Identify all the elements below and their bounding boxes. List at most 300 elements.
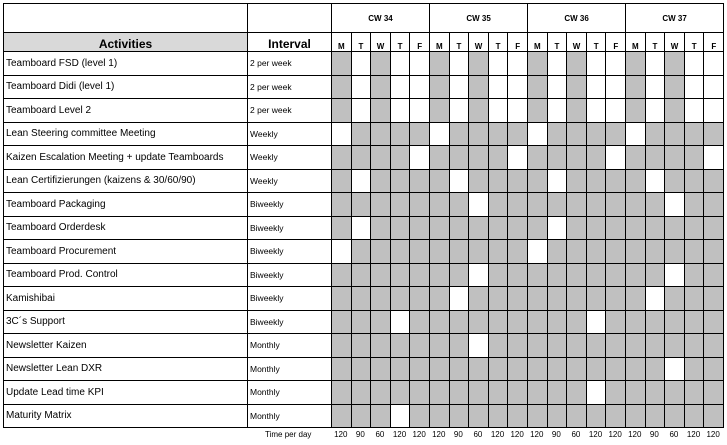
unscheduled-cell [665,310,685,334]
unscheduled-cell [547,287,567,311]
table-row [4,263,724,287]
activity-interval: Biweekly [248,287,332,311]
unscheduled-cell [430,357,450,381]
unscheduled-cell [371,122,391,146]
activity-name: Teamboard Prod. Control [4,263,248,287]
unscheduled-cell [645,122,665,146]
unscheduled-cell [586,169,606,193]
unscheduled-cell [684,287,704,311]
unscheduled-cell [586,404,606,428]
unscheduled-cell [567,99,587,123]
scheduled-cell [508,52,528,76]
unscheduled-cell [430,146,450,170]
unscheduled-cell [488,263,508,287]
unscheduled-cell [449,357,469,381]
scheduled-cell [351,216,371,240]
table-row [4,75,724,99]
unscheduled-cell [704,404,724,428]
week-header-cw36: CW 36 [528,4,626,33]
unscheduled-cell [469,122,489,146]
activity-name: Kaizen Escalation Meeting + update Teamboards [4,146,248,170]
scheduled-cell [547,75,567,99]
unscheduled-cell [508,122,528,146]
activity-interval: Biweekly [248,310,332,334]
unscheduled-cell [430,193,450,217]
unscheduled-cell [704,381,724,405]
unscheduled-cell [626,75,646,99]
unscheduled-cell [430,404,450,428]
unscheduled-cell [606,193,626,217]
unscheduled-cell [528,404,548,428]
unscheduled-cell [488,146,508,170]
unscheduled-cell [567,193,587,217]
unscheduled-cell [469,404,489,428]
unscheduled-cell [606,122,626,146]
table-row [4,381,724,405]
unscheduled-cell [371,310,391,334]
scheduled-cell [508,146,528,170]
unscheduled-cell [371,287,391,311]
scheduled-cell [410,99,430,123]
table-row [4,169,724,193]
scheduled-cell [351,75,371,99]
unscheduled-cell [665,52,685,76]
day-header: T [449,33,469,52]
unscheduled-cell [567,404,587,428]
unscheduled-cell [430,169,450,193]
unscheduled-cell [332,169,352,193]
unscheduled-cell [332,146,352,170]
unscheduled-cell [567,310,587,334]
scheduled-cell [332,122,352,146]
activity-interval: Monthly [248,381,332,405]
unscheduled-cell [410,310,430,334]
day-header: F [704,33,724,52]
unscheduled-cell [410,287,430,311]
unscheduled-cell [528,216,548,240]
unscheduled-cell [449,263,469,287]
unscheduled-cell [410,169,430,193]
unscheduled-cell [645,310,665,334]
unscheduled-cell [371,169,391,193]
scheduled-cell [606,75,626,99]
unscheduled-cell [528,169,548,193]
unscheduled-cell [430,334,450,358]
activity-interval: Monthly [248,404,332,428]
activity-interval: Biweekly [248,263,332,287]
activity-name: Teamboard Packaging [4,193,248,217]
scheduled-cell [586,75,606,99]
unscheduled-cell [449,216,469,240]
unscheduled-cell [449,404,469,428]
unscheduled-cell [449,310,469,334]
unscheduled-cell [684,381,704,405]
unscheduled-cell [488,122,508,146]
unscheduled-cell [528,52,548,76]
unscheduled-cell [469,310,489,334]
unscheduled-cell [371,263,391,287]
scheduled-cell [332,240,352,264]
unscheduled-cell [704,334,724,358]
unscheduled-cell [528,75,548,99]
unscheduled-cell [586,334,606,358]
unscheduled-cell [547,263,567,287]
activity-interval: 2 per week [248,52,332,76]
week-header-row [4,4,724,33]
scheduled-cell [390,99,410,123]
unscheduled-cell [626,240,646,264]
unscheduled-cell [626,52,646,76]
activity-name: Update Lead time KPI [4,381,248,405]
unscheduled-cell [645,193,665,217]
unscheduled-cell [371,146,391,170]
unscheduled-cell [430,240,450,264]
unscheduled-cell [390,381,410,405]
unscheduled-cell [332,334,352,358]
day-header: M [626,33,646,52]
unscheduled-cell [626,287,646,311]
scheduled-cell [449,99,469,123]
day-header: T [684,33,704,52]
unscheduled-cell [626,146,646,170]
unscheduled-cell [469,99,489,123]
unscheduled-cell [547,122,567,146]
blank-header-cell [4,4,248,33]
unscheduled-cell [371,52,391,76]
unscheduled-cell [665,75,685,99]
unscheduled-cell [684,122,704,146]
unscheduled-cell [684,357,704,381]
unscheduled-cell [390,263,410,287]
unscheduled-cell [332,287,352,311]
unscheduled-cell [508,287,528,311]
scheduled-cell [508,75,528,99]
unscheduled-cell [449,381,469,405]
unscheduled-cell [606,287,626,311]
scheduled-cell [684,75,704,99]
unscheduled-cell [469,75,489,99]
unscheduled-cell [704,357,724,381]
unscheduled-cell [684,169,704,193]
unscheduled-cell [410,122,430,146]
unscheduled-cell [528,146,548,170]
unscheduled-cell [390,146,410,170]
unscheduled-cell [528,334,548,358]
unscheduled-cell [430,52,450,76]
unscheduled-cell [547,381,567,405]
scheduled-cell [449,287,469,311]
unscheduled-cell [665,334,685,358]
scheduled-cell [528,240,548,264]
unscheduled-cell [626,357,646,381]
unscheduled-cell [586,146,606,170]
unscheduled-cell [606,240,626,264]
unscheduled-cell [488,169,508,193]
scheduled-cell [626,122,646,146]
time-per-day-value: 60 [571,430,581,439]
unscheduled-cell [430,263,450,287]
unscheduled-cell [626,404,646,428]
unscheduled-cell [332,52,352,76]
unscheduled-cell [665,122,685,146]
unscheduled-cell [430,310,450,334]
scheduled-cell [469,263,489,287]
time-per-day-value: 120 [412,430,426,439]
activities-header: Activities [4,33,248,52]
unscheduled-cell [684,404,704,428]
unscheduled-cell [665,169,685,193]
unscheduled-cell [547,146,567,170]
unscheduled-cell [508,240,528,264]
scheduled-cell [449,52,469,76]
unscheduled-cell [488,287,508,311]
scheduled-cell [645,287,665,311]
unscheduled-cell [626,334,646,358]
unscheduled-cell [528,357,548,381]
unscheduled-cell [586,240,606,264]
unscheduled-cell [645,240,665,264]
activity-interval: Weekly [248,169,332,193]
unscheduled-cell [469,381,489,405]
scheduled-cell [488,75,508,99]
unscheduled-cell [449,193,469,217]
activity-name: Lean Steering committee Meeting [4,122,248,146]
scheduled-cell [704,99,724,123]
time-per-day-value: 90 [355,430,365,439]
unscheduled-cell [684,146,704,170]
unscheduled-cell [665,240,685,264]
unscheduled-cell [547,357,567,381]
unscheduled-cell [684,216,704,240]
unscheduled-cell [684,193,704,217]
day-header: T [645,33,665,52]
scheduled-cell [606,146,626,170]
activity-interval: Biweekly [248,216,332,240]
unscheduled-cell [410,263,430,287]
unscheduled-cell [606,169,626,193]
unscheduled-cell [351,122,371,146]
table-row [4,240,724,264]
time-per-day-value: 120 [490,430,505,439]
table-row [4,122,724,146]
day-header: T [351,33,371,52]
unscheduled-cell [606,334,626,358]
unscheduled-cell [626,99,646,123]
unscheduled-cell [547,193,567,217]
unscheduled-cell [528,193,548,217]
day-header: T [547,33,567,52]
unscheduled-cell [684,263,704,287]
unscheduled-cell [586,357,606,381]
unscheduled-cell [645,263,665,287]
time-per-day-value: 120 [510,430,524,439]
unscheduled-cell [586,287,606,311]
scheduled-cell [606,99,626,123]
unscheduled-cell [449,240,469,264]
unscheduled-cell [449,334,469,358]
unscheduled-cell [371,99,391,123]
unscheduled-cell [390,216,410,240]
scheduled-cell [469,334,489,358]
unscheduled-cell [567,334,587,358]
unscheduled-cell [508,404,528,428]
unscheduled-cell [371,75,391,99]
scheduled-cell [430,122,450,146]
unscheduled-cell [351,381,371,405]
week-header-cw37: CW 37 [626,4,724,33]
unscheduled-cell [547,310,567,334]
activity-interval: Weekly [248,146,332,170]
activity-interval: 2 per week [248,75,332,99]
unscheduled-cell [586,122,606,146]
scheduled-cell [351,99,371,123]
activity-name: 3C´s Support [4,310,248,334]
scheduled-cell [528,122,548,146]
unscheduled-cell [567,357,587,381]
unscheduled-cell [469,357,489,381]
unscheduled-cell [390,334,410,358]
interval-header: Interval [248,33,332,52]
unscheduled-cell [586,193,606,217]
table-row [4,146,724,170]
unscheduled-cell [469,287,489,311]
scheduled-cell [645,169,665,193]
day-header: M [528,33,548,52]
unscheduled-cell [528,99,548,123]
activity-name: Newsletter Lean DXR [4,357,248,381]
day-header: W [567,33,587,52]
unscheduled-cell [665,99,685,123]
unscheduled-cell [626,193,646,217]
unscheduled-cell [332,357,352,381]
unscheduled-cell [508,334,528,358]
unscheduled-cell [371,334,391,358]
unscheduled-cell [410,357,430,381]
scheduled-cell [606,52,626,76]
activity-rows [4,52,724,428]
activity-name: Lean Certifizierungen (kaizens & 30/60/90) [4,169,248,193]
unscheduled-cell [508,263,528,287]
unscheduled-cell [665,381,685,405]
unscheduled-cell [626,263,646,287]
scheduled-cell [586,99,606,123]
unscheduled-cell [351,287,371,311]
unscheduled-cell [547,404,567,428]
activity-name: Teamboard Orderdesk [4,216,248,240]
unscheduled-cell [567,240,587,264]
activity-name: Teamboard FSD (level 1) [4,52,248,76]
scheduled-cell [684,99,704,123]
unscheduled-cell [488,357,508,381]
day-header: T [488,33,508,52]
scheduled-cell [684,52,704,76]
table-row [4,334,724,358]
scheduled-cell [645,99,665,123]
unscheduled-cell [371,193,391,217]
unscheduled-cell [390,240,410,264]
unscheduled-cell [508,310,528,334]
unscheduled-cell [528,287,548,311]
day-header: T [390,33,410,52]
unscheduled-cell [508,169,528,193]
unscheduled-cell [645,404,665,428]
unscheduled-cell [351,240,371,264]
unscheduled-cell [488,310,508,334]
unscheduled-cell [508,216,528,240]
time-per-day-value: 120 [530,430,544,439]
scheduled-cell [351,52,371,76]
day-header: M [332,33,352,52]
time-per-day-value: 120 [608,430,622,439]
unscheduled-cell [351,334,371,358]
activity-interval: Biweekly [248,193,332,217]
time-per-day-value: 90 [649,430,659,439]
day-header: T [586,33,606,52]
scheduled-cell [390,75,410,99]
unscheduled-cell [371,240,391,264]
unscheduled-cell [430,381,450,405]
time-per-day-value: 120 [588,430,603,439]
unscheduled-cell [528,263,548,287]
unscheduled-cell [469,146,489,170]
unscheduled-cell [665,146,685,170]
unscheduled-cell [508,193,528,217]
activity-name: Teamboard Didi (level 1) [4,75,248,99]
unscheduled-cell [567,381,587,405]
unscheduled-cell [645,357,665,381]
unscheduled-cell [488,404,508,428]
time-per-day-value: 60 [473,430,483,439]
unscheduled-cell [547,240,567,264]
activity-name: Newsletter Kaizen [4,334,248,358]
unscheduled-cell [410,404,430,428]
table-row [4,216,724,240]
activity-name: Kamishibai [4,287,248,311]
unscheduled-cell [567,75,587,99]
unscheduled-cell [665,216,685,240]
week-header-cw35: CW 35 [430,4,528,33]
time-per-day-footer [3,430,723,444]
activity-interval: Monthly [248,334,332,358]
day-header: F [508,33,528,52]
table-row [4,193,724,217]
unscheduled-cell [704,216,724,240]
unscheduled-cell [547,334,567,358]
unscheduled-cell [430,216,450,240]
unscheduled-cell [626,310,646,334]
day-header: W [371,33,391,52]
time-per-day-value: 120 [432,430,446,439]
unscheduled-cell [626,216,646,240]
unscheduled-cell [390,169,410,193]
unscheduled-cell [488,216,508,240]
blank-header-cell [248,4,332,33]
unscheduled-cell [351,263,371,287]
scheduled-cell [390,404,410,428]
unscheduled-cell [410,240,430,264]
scheduled-cell [449,169,469,193]
table-row [4,310,724,334]
unscheduled-cell [449,122,469,146]
scheduled-cell [390,310,410,334]
unscheduled-cell [351,404,371,428]
time-per-day-value: 120 [706,430,720,439]
unscheduled-cell [704,169,724,193]
table-row [4,357,724,381]
unscheduled-cell [586,263,606,287]
unscheduled-cell [332,99,352,123]
unscheduled-cell [351,310,371,334]
